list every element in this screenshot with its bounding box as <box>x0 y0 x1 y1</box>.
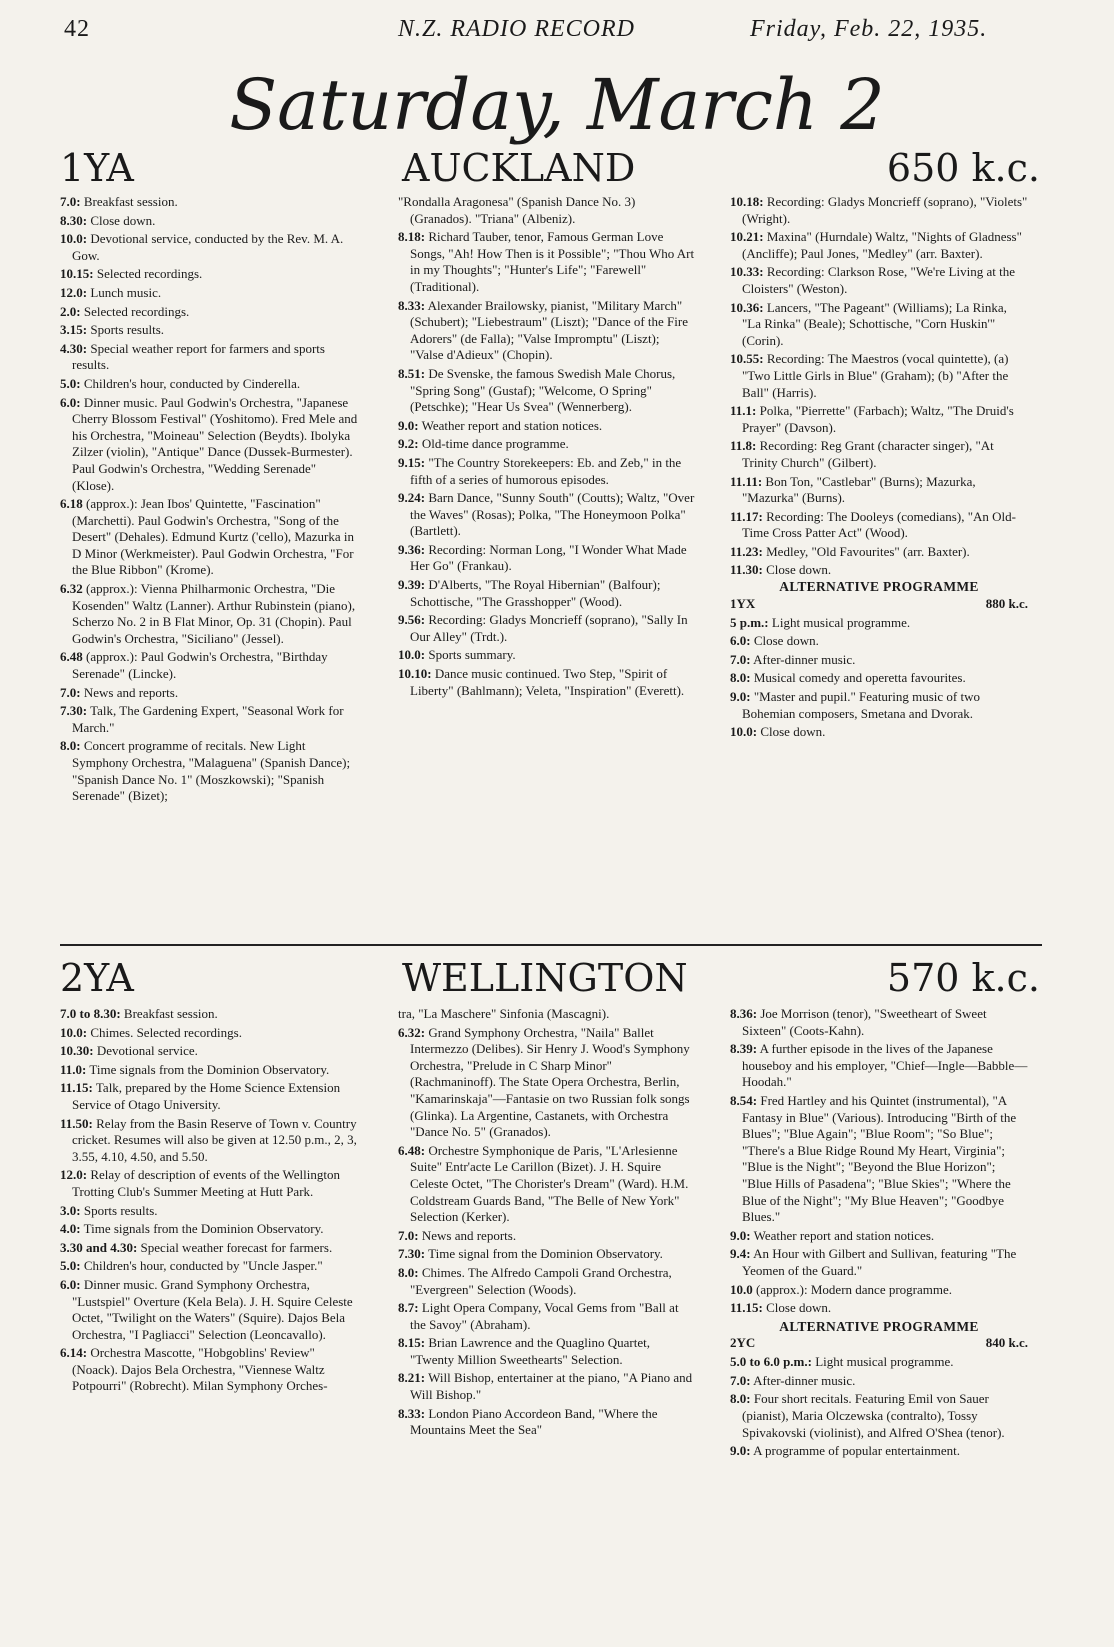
programme-time: 11.30: <box>730 562 763 578</box>
programme-time: 11.11: <box>730 473 763 489</box>
programme-text: Light musical programme. <box>815 1354 954 1370</box>
programme-time: 9.0: <box>398 417 419 433</box>
programme-item <box>730 194 1028 227</box>
issue-date: Friday, Feb. 22, 1935. <box>750 16 988 42</box>
programme-text: (approx.): Modern dance programme. <box>756 1281 953 1297</box>
programme-text: Polka, "Pierrette" (Farbach); Waltz, "The Druid's Prayer" (Davson). <box>742 403 1014 435</box>
programme-item <box>730 1354 1028 1371</box>
programme-time: 8.51: <box>398 365 426 381</box>
programme-item <box>60 738 358 804</box>
programme-item <box>730 1443 1028 1460</box>
programme-text: Close down. <box>753 633 819 649</box>
programme-text: Talk, prepared by the Home Science Extension Service of Otago University. <box>72 1080 341 1112</box>
programme-column <box>730 1004 1028 1460</box>
programme-time: 4.0: <box>60 1221 81 1237</box>
programme-time: 9.2: <box>398 436 419 452</box>
programme-time: 9.56: <box>398 612 426 628</box>
programme-time: 8.0: <box>398 1264 419 1280</box>
programme-item <box>398 1370 696 1403</box>
programme-text: Orchestra Mascotte, "Hobgoblins' Review" (Noack). Dajos Bela Orchestra, "Viennese Waltz Potpourri" (Robrecht). Milan Symphony Orches- <box>72 1345 328 1394</box>
programme-text: News and reports. <box>83 684 179 700</box>
programme-item <box>398 1143 696 1226</box>
programme-list <box>730 194 1028 579</box>
programme-time: 8.33: <box>398 297 426 313</box>
programme-time: 8.54: <box>730 1092 758 1108</box>
programme-text: Concert programme of recitals. New Light Symphony Orchestra, "Malaguena" (Spanish Dance); "Spanish Dance No. 1" (Moszkowski); "Spanish Serenade" (Bizet); <box>72 738 351 804</box>
programme-time: 6.0: <box>60 1276 81 1292</box>
programme-column <box>60 192 358 805</box>
programme-text: Selected recordings. <box>83 303 190 319</box>
programme-time: 8.30: <box>60 212 88 228</box>
programme-time: 10.10: <box>398 666 432 682</box>
programme-item <box>398 366 696 416</box>
programme-item <box>730 670 1028 687</box>
programme-item <box>60 1167 358 1200</box>
programme-text: A programme of popular entertainment. <box>753 1443 960 1459</box>
programme-text: Children's hour, conducted by "Uncle Jasper." <box>83 1258 323 1274</box>
programme-item <box>730 229 1028 262</box>
programme-time: 7.0: <box>60 194 81 209</box>
station-callsign: 1YA <box>60 146 134 190</box>
programme-item <box>398 298 696 364</box>
programme-time: 11.15: <box>730 1300 763 1316</box>
programme-text: Special weather report for farmers and sports results. <box>72 340 325 373</box>
programme-item <box>60 266 358 283</box>
programme-text: After-dinner music. <box>753 651 856 667</box>
programme-item <box>730 1391 1028 1441</box>
programme-column <box>60 1004 358 1395</box>
programme-item <box>730 689 1028 722</box>
programme-text: Children's hour, conducted by Cinderella. <box>83 375 301 391</box>
programme-time: 3.0: <box>60 1202 81 1218</box>
programme-item <box>398 1300 696 1333</box>
programme-time: 7.0: <box>60 684 81 700</box>
publication-name: N.Z. RADIO RECORD <box>398 16 635 42</box>
programme-text: Grand Symphony Orchestra, "Naila" Ballet Intermezzo (Delibes). Sir Henry J. Wood's Symphony Orchestra, "Prelude in C Sharp Minor" (Rachmaninoff). The State Opera Orchestra, Berlin, "Kamarinskaja"—Fantasie on two Russian folk songs (Glinka). La Argentine, Castanets, with Orchestra "Dance No. 5" (Granados). <box>410 1024 690 1140</box>
programme-text: (approx.): Paul Godwin's Orchestra, "Birthday Serenade" (Lincke). <box>72 649 328 682</box>
programme-text: Musical comedy and operetta favourites. <box>753 670 966 686</box>
programme-item <box>60 322 358 339</box>
alternative-station-line <box>730 1335 1028 1352</box>
programme-time: 5.0: <box>60 1258 81 1274</box>
programme-item <box>730 1300 1028 1317</box>
programme-item <box>398 612 696 645</box>
programme-text: Recording: The Dooleys (comedians), "An Old-Time Cross Patter Act" (Wood). <box>742 508 1016 541</box>
programme-column <box>398 192 696 699</box>
programme-time: 2.0: <box>60 303 81 319</box>
programme-text: Close down. <box>766 562 832 578</box>
programme-time: 6.14: <box>60 1345 88 1361</box>
programme-item <box>60 304 358 321</box>
programme-time: 9.4: <box>730 1246 751 1262</box>
programme-text: Devotional service, conducted by the Rev. M. A. Gow. <box>72 231 344 263</box>
programme-text: Close down. <box>90 212 156 228</box>
programme-text: News and reports. <box>421 1227 517 1243</box>
programme-item <box>730 300 1028 350</box>
programme-item <box>730 474 1028 507</box>
programme-item <box>398 1025 696 1141</box>
alternative-station-line <box>730 596 1028 613</box>
programme-item <box>398 194 696 227</box>
programme-text: Dinner music. Paul Godwin's Orchestra, "Japanese Cherry Blossom Festival" (Yoshitomo). Fred Mele and his Orchestra, "Moineau" Selection (Beydts). Ibolyka Zilzer (violin), "Antique" Dance (Dussek-Burmester). Paul Godwin's Orchestra, "Wedding Serenade" (Klose). <box>72 394 358 493</box>
programme-time: 8.0: <box>730 670 751 686</box>
station-frequency: 650 k.c. <box>886 146 1040 190</box>
station-frequency: 570 k.c. <box>886 956 1040 1000</box>
programme-time: 7.30: <box>398 1246 426 1262</box>
programme-time: 5.0 to 6.0 p.m.: <box>730 1354 812 1370</box>
programme-time: 10.21: <box>730 229 764 245</box>
programme-text: Maxina" (Hurndale) Waltz, "Nights of Gladness" (Ancliffe); Paul Jones, "Medley" (arr. Baxter). <box>742 229 1022 261</box>
programme-text: (approx.): Vienna Philharmonic Orchestra, "Die Kosenden" Waltz (Lanner). Arthur Rubinstein (piano), Scherzo No. 2 in B Flat Minor, Op. 31 (Chopin). Paul Godwin's Orchestra, "Siciliano" (Jessel). <box>72 581 356 646</box>
programme-item <box>60 1258 358 1275</box>
programme-text: Chimes. Selected recordings. <box>90 1024 242 1040</box>
programme-text: D'Alberts, "The Royal Hibernian" (Balfour); Schottische, "The Grasshopper" (Wood). <box>410 577 661 609</box>
programme-text: Orchestre Symphonique de Paris, "L'Arlesienne Suite" Entr'acte Le Carillon (Bizet). J. H. Squire Celeste Octet, "The Chorister's Dream" (Ward). H.M. Coldstream Guards Band, "The Belle of New York" Selection (Kerker). <box>410 1142 689 1225</box>
programme-time: 9.39: <box>398 577 426 593</box>
programme-text: tra, "La Maschere" Sinfonia (Mascagni). <box>398 1006 610 1021</box>
programme-text: Medley, "Old Favourites" (arr. Baxter). <box>766 543 970 559</box>
programme-item <box>730 724 1028 741</box>
alternative-frequency: 880 k.c. <box>985 595 1028 611</box>
programme-text: Old-time dance programme. <box>421 436 569 452</box>
programme-text: Four short recitals. Featuring Emil von Sauer (pianist), Maria Olczewska (contralto), Tossy Spivakovski (violinist), and Alfred O'Shea (tenor). <box>742 1391 1005 1440</box>
programme-time: 11.17: <box>730 508 763 524</box>
programme-time: 11.8: <box>730 438 757 454</box>
programme-text: Chimes. The Alfredo Campoli Grand Orchestra, "Evergreen" Selection (Woods). <box>410 1264 672 1297</box>
programme-time: 7.0: <box>398 1227 419 1243</box>
programme-text: Time signal from the Dominion Observatory. <box>428 1246 663 1262</box>
programme-item <box>398 229 696 295</box>
programme-time: 6.32 <box>60 581 83 597</box>
programme-time: 11.0: <box>60 1061 87 1077</box>
programme-item <box>60 1240 358 1257</box>
programme-item <box>398 1246 696 1263</box>
programme-item <box>398 418 696 435</box>
programme-time: 6.48 <box>60 649 83 665</box>
programme-time: 3.15: <box>60 322 88 338</box>
programme-time: 11.23: <box>730 543 763 559</box>
programme-time: 8.0: <box>60 738 81 754</box>
programme-time: 10.55: <box>730 351 764 367</box>
programme-item <box>730 509 1028 542</box>
programme-time: 9.15: <box>398 454 426 470</box>
programme-time: 10.33: <box>730 264 764 280</box>
alternative-station: 2YC <box>730 1335 756 1351</box>
programme-item <box>60 685 358 702</box>
programme-text: Light Opera Company, Vocal Gems from "Ball at the Savoy" (Abraham). <box>410 1300 679 1332</box>
programme-item <box>398 1335 696 1368</box>
station-header-2ya <box>60 956 1040 1000</box>
programme-text: (approx.): Jean Ibos' Quintette, "Fascination" (Marchetti). Paul Godwin's Orchestra, "Song of the Desert" (Dehales). Edmund Kurtz ('cello), Mazurka in D Minor (Werkmeister). Paul Godwin Orchestra, "For the Blue Ribbon" (Krome). <box>72 496 354 578</box>
programme-time: 8.18: <box>398 229 426 245</box>
programme-item <box>398 1406 696 1439</box>
programme-item <box>60 1277 358 1343</box>
programme-item <box>398 1265 696 1298</box>
alternative-programme-title: ALTERNATIVE PROGRAMME <box>779 579 979 595</box>
programme-item <box>60 581 358 647</box>
programme-text: Weather report and station notices. <box>753 1227 935 1243</box>
programme-text: Dinner music. Grand Symphony Orchestra, "Lustspiel" Overture (Kela Bela). J. H. Squire Celeste Octet, "Twilight on the Waters" (Squire). Dajos Bela Orchestra, "I Pagliacci" Selection (Leoncavallo). <box>72 1276 353 1342</box>
alternative-programme-list <box>730 1354 1028 1460</box>
programme-time: 10.0: <box>60 1024 88 1040</box>
programme-item <box>730 438 1028 471</box>
programme-text: Brian Lawrence and the Quaglino Quartet, "Twenty Million Sweethearts" Selection. <box>410 1335 650 1367</box>
programme-text: Weather report and station notices. <box>421 417 603 433</box>
alternative-programme-title: ALTERNATIVE PROGRAMME <box>779 1318 979 1334</box>
programme-time: 8.0: <box>730 1391 751 1407</box>
programme-item <box>730 1282 1028 1299</box>
programme-time: 3.30 and 4.30: <box>60 1239 138 1255</box>
programme-item <box>730 1373 1028 1390</box>
station-header-1ya <box>60 146 1040 190</box>
programme-item <box>730 403 1028 436</box>
programme-item <box>398 666 696 699</box>
programme-item <box>60 1080 358 1113</box>
station-callsign: 2YA <box>60 956 134 1000</box>
programme-text: Alexander Brailowsky, pianist, "Military March" (Schubert); "Liebestraum" (Liszt); "Dance of the Fire Adorers" (de Falla); "Valse Impromptu" (Liszt); "Valse d'Adieux" (Chopin). <box>410 297 688 363</box>
programme-time: 9.0: <box>730 1443 751 1459</box>
programme-item <box>398 455 696 488</box>
programme-item <box>60 213 358 230</box>
programme-text: Richard Tauber, tenor, Famous German Love Songs, "Ah! How Then is it Possible"; "Thou Who Art in my Thoughts"; "Hunter's Life"; "Farewell" (Traditional). <box>410 229 695 294</box>
programme-time: 6.32: <box>398 1024 426 1040</box>
alternative-frequency: 840 k.c. <box>985 1335 1028 1351</box>
programme-time: 8.15: <box>398 1335 426 1351</box>
programme-time: 12.0: <box>60 284 88 300</box>
programme-time: 6.18 <box>60 496 83 512</box>
programme-text: Recording: Norman Long, "I Wonder What Made Her Go" (Frankau). <box>410 541 687 574</box>
programme-item <box>730 1041 1028 1091</box>
programme-time: 11.15: <box>60 1080 93 1096</box>
programme-time: 6.48: <box>398 1142 426 1158</box>
programme-item <box>730 1228 1028 1245</box>
programme-time: 8.36: <box>730 1006 758 1021</box>
programme-item <box>730 652 1028 669</box>
programme-time: 5 p.m.: <box>730 614 769 630</box>
alternative-programme-list <box>730 615 1028 741</box>
programme-text: Bon Ton, "Castlebar" (Burns); Mazurka, "Mazurka" (Burns). <box>742 473 976 506</box>
programme-time: 8.7: <box>398 1300 419 1316</box>
programme-text: Breakfast session. <box>123 1006 218 1021</box>
programme-item <box>398 490 696 540</box>
programme-time: 5.0: <box>60 375 81 391</box>
programme-text: Breakfast session. <box>83 194 178 209</box>
station-city: AUCKLAND <box>402 146 636 190</box>
programme-text: Recording: Gladys Moncrieff (soprano), "Violets" (Wright). <box>742 194 1028 226</box>
programme-text: London Piano Accordeon Band, "Where the Mountains Meet the Sea" <box>410 1405 658 1438</box>
programme-time: 9.0: <box>730 689 751 705</box>
programme-time: 7.0: <box>730 651 751 667</box>
programme-time: 8.21: <box>398 1370 426 1386</box>
programme-item <box>60 376 358 393</box>
programme-item <box>60 703 358 736</box>
programme-item <box>730 633 1028 650</box>
programme-time: 9.0: <box>730 1227 751 1243</box>
programme-text: Sports summary. <box>428 647 516 663</box>
programme-item <box>60 1221 358 1238</box>
programme-time: 10.0 <box>730 1281 753 1297</box>
programme-time: 11.1: <box>730 403 757 419</box>
programme-item <box>60 1043 358 1060</box>
programme-text: Lunch music. <box>90 284 162 300</box>
programme-text: "The Country Storekeepers: Eb. and Zeb," in the fifth of a series of humorous episodes. <box>410 454 682 487</box>
programme-text: "Rondalla Aragonesa" (Spanish Dance No. 3) (Granados). "Triana" (Albeniz). <box>398 194 636 226</box>
programme-item <box>60 1006 358 1023</box>
programme-item <box>60 231 358 264</box>
programme-time: 10.18: <box>730 194 764 209</box>
programme-text: Devotional service. <box>96 1043 198 1059</box>
programme-item <box>398 1006 696 1023</box>
programme-time: 10.36: <box>730 299 764 315</box>
programme-text: Relay from the Basin Reserve of Town v. Country cricket. Resumes will also be given at 12.50 p.m., 2, 3, 3.55, 4.10, 4.50, and 5.50. <box>72 1115 357 1164</box>
programme-time: 10.30: <box>60 1043 94 1059</box>
programme-text: Light musical programme. <box>771 614 911 630</box>
programme-time: 6.0: <box>60 394 81 410</box>
programme-text: Joe Morrison (tenor), "Sweetheart of Sweet Sixteen" (Coots-Kahn). <box>742 1006 987 1038</box>
programme-text: Fred Hartley and his Quintet (instrumental), "A Fantasy in Blue" (Various). Introducing "Birth of the Blues"; "Blue Again"; "Blue Room"; "So Blue"; "There's a Blue Ridge Round My Heart, Virginia"; "Blue is the Night"; "Beyond the Blue Horizon"; "Blue Hills of Pasadena"; "Blue Skies"; "Where the Blue of the Night"; "My Blue Heaven"; "Goodbye Blues." <box>742 1092 1017 1225</box>
programme-time: 10.0: <box>398 647 426 663</box>
programme-item <box>398 436 696 453</box>
programme-time: 9.24: <box>398 490 426 506</box>
programme-text: Sports results. <box>90 322 165 338</box>
programme-time: 11.50: <box>60 1115 93 1131</box>
programme-item <box>730 1093 1028 1226</box>
programme-text: Talk, The Gardening Expert, "Seasonal Work for March." <box>72 703 344 735</box>
programme-item <box>730 351 1028 401</box>
programme-item <box>60 1345 358 1395</box>
programme-text: Sports results. <box>83 1202 158 1218</box>
programme-item <box>60 194 358 211</box>
programme-text: An Hour with Gilbert and Sullivan, featuring "The Yeomen of the Guard." <box>742 1246 1017 1278</box>
programme-time: 7.0 to 8.30: <box>60 1006 121 1021</box>
station-city: WELLINGTON <box>402 956 688 1000</box>
programme-time: 7.30: <box>60 703 88 719</box>
programme-item <box>730 562 1028 579</box>
programme-time: 10.0: <box>730 724 758 740</box>
programme-text: Special weather forecast for farmers. <box>140 1239 333 1255</box>
programme-item <box>60 285 358 302</box>
programme-time: 4.30: <box>60 340 88 356</box>
programme-text: Recording: The Maestros (vocal quintette), (a) "Two Little Girls in Blue" (Graham); (b) "After the Ball" (Harris). <box>742 351 1009 400</box>
programme-text: After-dinner music. <box>753 1372 856 1388</box>
programme-item <box>60 649 358 682</box>
programme-text: Recording: Reg Grant (character singer), "At Trinity Church" (Gilbert). <box>742 438 994 470</box>
programme-item <box>60 1062 358 1079</box>
programme-item <box>730 615 1028 632</box>
programme-text: Time signals from the Dominion Observatory. <box>89 1061 330 1077</box>
programme-column <box>398 1004 696 1439</box>
programme-item <box>60 1203 358 1220</box>
programme-item <box>60 1025 358 1042</box>
programme-item <box>398 542 696 575</box>
programme-item <box>60 395 358 495</box>
programme-time: 10.0: <box>60 231 88 247</box>
programme-text: Barn Dance, "Sunny South" (Coutts); Waltz, "Over the Waves" (Rosas); Polka, "The Honeymoon Polka" (Bartlett). <box>410 490 695 539</box>
programme-text: Dance music continued. Two Step, "Spirit of Liberty" (Bahlmann); Veleta, "Inspiration" (Everett). <box>410 666 685 698</box>
programme-item <box>730 1246 1028 1279</box>
programme-time: 6.0: <box>730 633 751 649</box>
programme-time: 10.15: <box>60 266 94 282</box>
programme-text: Selected recordings. <box>96 266 203 282</box>
programme-text: "Master and pupil." Featuring music of two Bohemian composers, Smetana and Dvorak. <box>742 689 981 721</box>
programme-item <box>60 496 358 579</box>
programme-time: 8.39: <box>730 1041 758 1057</box>
programme-text: Will Bishop, entertainer at the piano, "A Piano and Will Bishop." <box>410 1370 693 1403</box>
programme-item <box>730 1006 1028 1039</box>
programme-text: Close down. <box>760 724 826 740</box>
programme-item <box>60 1116 358 1166</box>
programme-item <box>60 341 358 374</box>
programme-time: 12.0: <box>60 1167 88 1183</box>
programme-text: Recording: Gladys Moncrieff (soprano), "Sally In Our Alley" (Trdt.). <box>410 612 688 644</box>
programme-item <box>398 577 696 610</box>
programme-time: 7.0: <box>730 1372 751 1388</box>
alternative-station: 1YX <box>730 595 756 611</box>
programme-item <box>398 647 696 664</box>
programme-text: Close down. <box>766 1300 832 1316</box>
programme-text: A further episode in the lives of the Japanese houseboy and his employer, "Chief—Ingle—Babble—Hoodah." <box>742 1041 1028 1090</box>
programme-text: Lancers, "The Pageant" (Williams); La Rinka, "La Rinka" (Beale); Schottische, "Corn Huskin'" (Corin). <box>742 299 1007 348</box>
programme-text: De Svenske, the famous Swedish Male Chorus, "Spring Song" (Gustaf); "Welcome, O Spring" (Petschke); "Hear Us Svea" (Wennerberg). <box>410 365 676 415</box>
page-title: Saturday, March 2 <box>229 64 885 146</box>
programme-item <box>730 264 1028 297</box>
programme-column <box>730 192 1028 741</box>
programme-time: 9.36: <box>398 541 426 557</box>
programme-text: Recording: Clarkson Rose, "We're Living at the Cloisters" (Weston). <box>742 264 1015 296</box>
section-divider <box>60 944 1042 946</box>
programme-time: 8.33: <box>398 1405 426 1421</box>
programme-text: Time signals from the Dominion Observatory. <box>83 1221 324 1237</box>
programme-item <box>730 544 1028 561</box>
programme-item <box>398 1228 696 1245</box>
programme-list <box>730 1006 1028 1317</box>
programme-text: Relay of description of events of the Wellington Trotting Club's Summer Meeting at Hutt Park. <box>72 1167 340 1199</box>
page-number: 42 <box>64 16 90 42</box>
